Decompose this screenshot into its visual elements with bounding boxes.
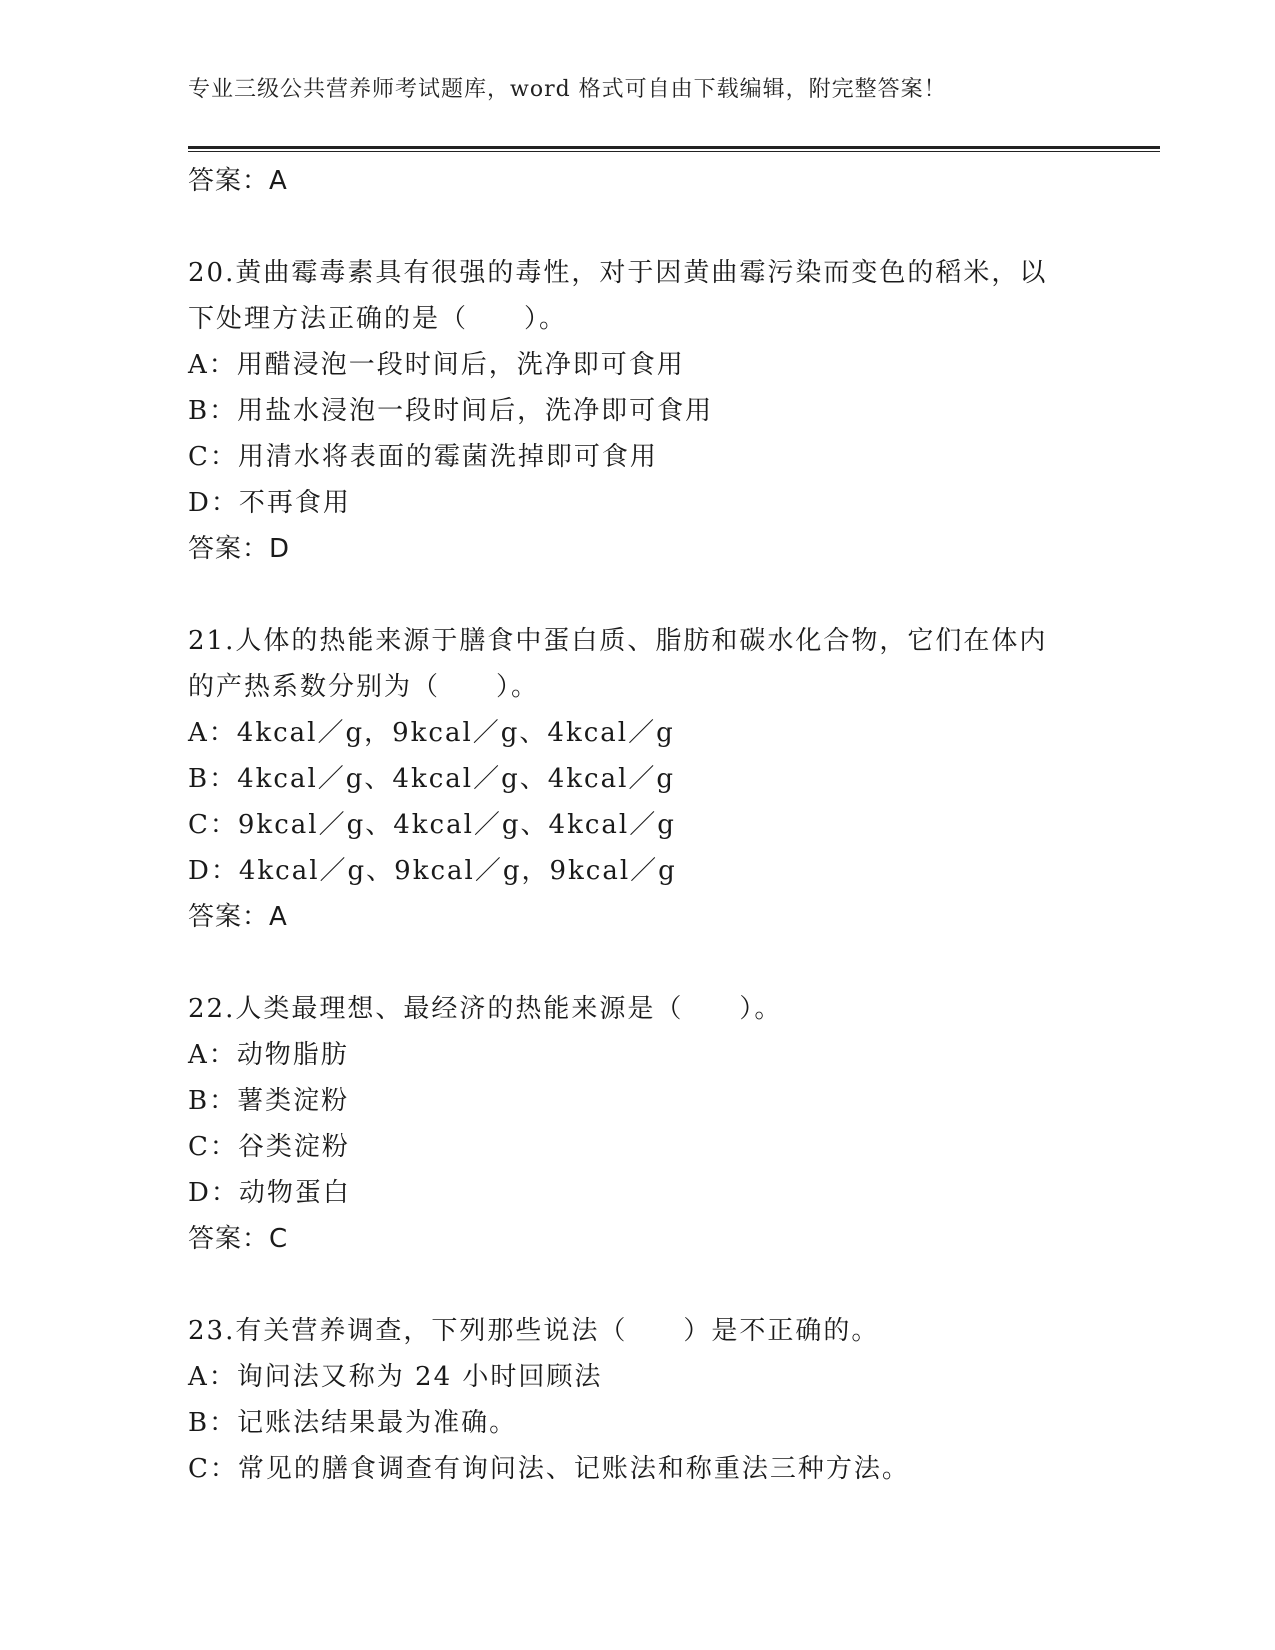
page-header: 专业三级公共营养师考试题库，word 格式可自由下载编辑，附完整答案！ (188, 77, 947, 102)
option-a: A：用醋浸泡一段时间后，洗净即可食用 (188, 350, 685, 380)
question-block (188, 1308, 1088, 1492)
option-c: C：常见的膳食调查有询问法、记账法和称重法三种方法。 (188, 1454, 910, 1484)
option-c: C：用清水将表面的霉菌洗掉即可食用 (188, 442, 658, 472)
answer-line: 答案：C (188, 1224, 289, 1254)
spacer (188, 940, 1088, 986)
option-a: A：动物脂肪 (188, 1040, 349, 1070)
option-b: B：用盐水浸泡一段时间后，洗净即可食用 (188, 396, 714, 426)
question-text: 20.黄曲霉毒素具有很强的毒性，对于因黄曲霉污染而变色的稻米，以 (188, 258, 1048, 288)
question-text: 下处理方法正确的是（ ）。 (188, 304, 568, 334)
option-a: A：4kcal／g，9kcal／g、4kcal／g (188, 718, 675, 748)
question-block (188, 986, 1088, 1262)
answer-line: 答案：D (188, 534, 291, 564)
spacer (188, 1262, 1088, 1308)
header-rule-thick (188, 146, 1160, 149)
option-c: C：谷类淀粉 (188, 1132, 350, 1162)
question-block (188, 250, 1088, 572)
answer-line: 答案：A (188, 166, 288, 196)
option-d: D：动物蛋白 (188, 1178, 351, 1208)
spacer (188, 204, 1088, 250)
question-block (188, 618, 1088, 940)
question-text: 21.人体的热能来源于膳食中蛋白质、脂肪和碳水化合物，它们在体内 (188, 626, 1048, 656)
option-b: B：4kcal／g、4kcal／g、4kcal／g (188, 764, 676, 794)
question-text: 的产热系数分别为（ ）。 (188, 672, 540, 702)
option-b: B：记账法结果最为准确。 (188, 1408, 518, 1438)
answer-line: 答案：A (188, 902, 288, 932)
question-text: 22.人类最理想、最经济的热能来源是（ ）。 (188, 994, 783, 1024)
option-d: D：不再食用 (188, 488, 351, 518)
option-c: C：9kcal／g、4kcal／g、4kcal／g (188, 810, 676, 840)
document-body (188, 158, 1088, 1492)
option-a: A：询问法又称为 24 小时回顾法 (188, 1362, 603, 1392)
header-rule-thin (188, 151, 1160, 152)
option-d: D：4kcal／g、9kcal／g，9kcal／g (188, 856, 677, 886)
question-text: 23.有关营养调查，下列那些说法（ ）是不正确的。 (188, 1316, 880, 1346)
option-b: B：薯类淀粉 (188, 1086, 350, 1116)
spacer (188, 572, 1088, 618)
